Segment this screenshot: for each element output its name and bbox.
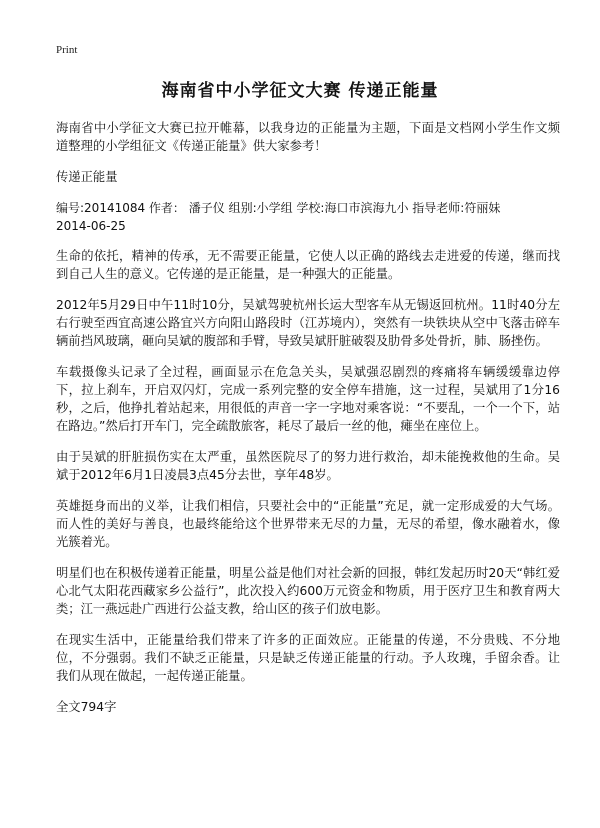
- paragraph-2: 2012年5月29日中午11时10分，吴斌驾驶杭州长运大型客车从无锡返回杭州。11时40分左右行驶至西宜高速公路宜兴方向阳山路段时（江苏境内），突然有一块铁块从空中飞落击碎车辆前挡风玻璃，砸向吴斌的腹部和手臂，导致吴斌肝脏破裂及肋骨多处骨折，肺、肠挫伤。: [56, 298, 560, 348]
- article-body: [56, 119, 560, 729]
- paragraph-4: 由于吴斌的肝脏损伤实在太严重，虽然医院尽了的努力进行救治，却未能挽救他的生命。吴斌于2012年6月1日凌晨3点45分去世，享年48岁。: [56, 450, 560, 482]
- print-link[interactable]: Print: [56, 44, 78, 56]
- meta-info: 编号:20141084 作者： 潘子仪 组别:小学组 学校:海口市滨海九小 指导老师:符丽妹: [56, 201, 501, 215]
- page-title: 海南省中小学征文大赛 传递正能量: [161, 81, 439, 101]
- paragraph-6: 明星们也在积极传递着正能量，明星公益是他们对社会新的回报，韩红发起历时20天“韩红爱心北气太阳花西藏家乡公益行”，此次投入约600万元资金和物质，用于医疗卫生和教育两大类；江一燕远赴广西进行公益支教，给山区的孩子们放电影。: [56, 566, 560, 616]
- word-count: 全文794字: [56, 700, 117, 714]
- paragraph-7: 在现实生活中，正能量给我们带来了许多的正面效应。正能量的传递，不分贵贱、不分地位，不分强弱。我们不缺乏正能量，只是缺乏传递正能量的行动。予人玫瑰，手留余香。让我们从现在做起，一起传递正能量。: [56, 633, 560, 683]
- paragraph-1: 生命的依托，精神的传承，无不需要正能量，它使人以正确的路线去走进爱的传递，继而找到自己人生的意义。它传递的是正能量，是一种强大的正能量。: [56, 249, 560, 281]
- article-meta: [56, 199, 560, 235]
- article-title: 传递正能量: [56, 170, 118, 184]
- paragraph-3: 车载摄像头记录了全过程，画面显示在危急关头，吴斌强忍剧烈的疼痛将车辆缓缓靠边停下，拉上刹车，开启双闪灯，完成一系列完整的安全停车措施，这一过程，吴斌用了1分16秒，之后，他挣扎着站起来，用很低的声音一字一字地对乘客说：“不要乱，一个一个下，站在路边。”然后打开车门，完全疏散旅客，耗尽了最后一丝的他，瘫坐在座位上。: [56, 365, 560, 433]
- meta-date: 2014-06-25: [56, 219, 126, 233]
- intro-paragraph: 海南省中小学征文大赛已拉开帷幕，以我身边的正能量为主题，下面是文档网小学生作文频道整理的小学组征文《传递正能量》供大家参考！: [56, 121, 560, 153]
- paragraph-5: 英雄挺身而出的义举，让我们相信，只要社会中的“正能量”充足，就一定形成爱的大气场。而人性的美好与善良，也最终能给这个世界带来无尽的力量，无尽的希望，像水融着水，像光簇着光。: [56, 499, 560, 549]
